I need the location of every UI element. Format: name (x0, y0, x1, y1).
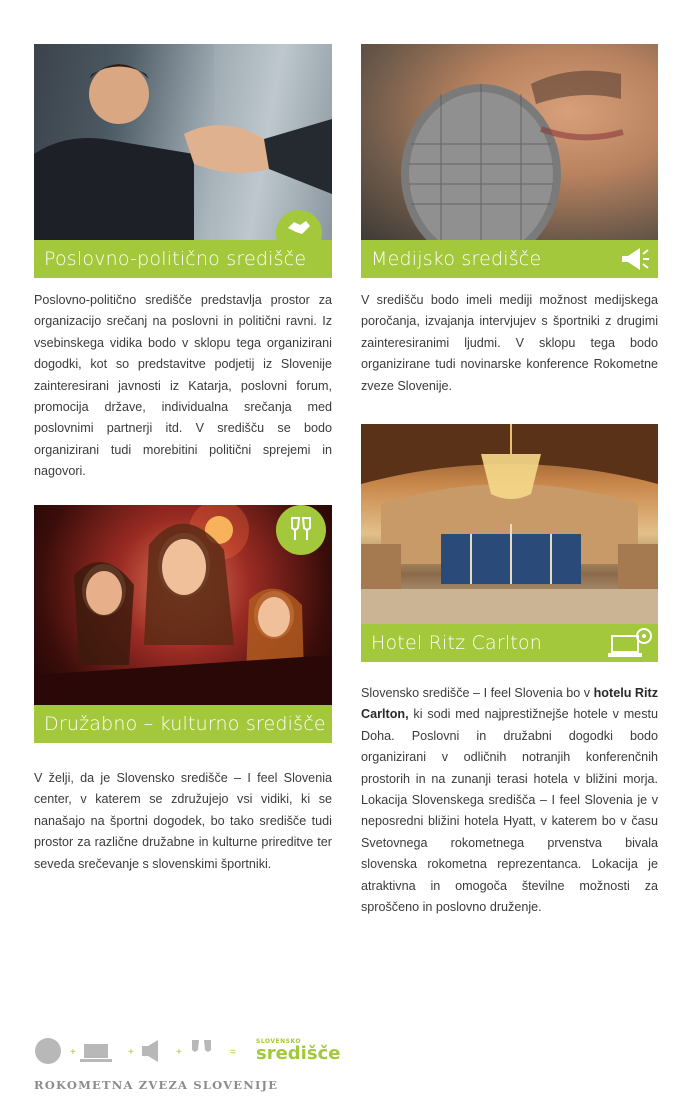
megaphone-icon (618, 244, 650, 274)
banner-social (34, 705, 332, 743)
social-text: V želji, da je Slovensko središče – I feel Slovenia center, v katerem se združujejo vsi vidiki, ki se nanašajo na športni dogodek, bo tako središče tudi prostor za različne družabne in kulturne prireditve ter seveda srečevanje s slovenskimi športniki. (34, 771, 332, 871)
business-text: Poslovno-politično središče predstavlja prostor za organizacijo srečanj na poslovni in politični ravni. Iz vsebinskega vidika bodo v sklopu tega organizirani dogodki, kot so predstavitve podjetij iz Slovenije zainteresirani javnosti iz Katarja, poslovni forum, promocija države, individualna srečanja med poslovnimi partnerji itd. V središču se bodo organizirani tudi morebitini politični sprejemi in nagovori. (34, 293, 332, 479)
hotel-text-before: Slovensko središče – I feel Slovenia bo v (361, 686, 594, 700)
hotel-text-after: ki sodi med najprestižnejše hotele v mestu Doha. Poslovni in družabni dogodki bodo organizirani v odličnih notranjih konferenčnih prostorih in na zunanji terasi hotela v bližini morja. Lokacija Slovenskega središča – I feel Slovenia je v neposredni bližini hotela Hyatt, v katerem bo v času Svetovnega rokometnega prvenstva bivala slovenska rokometna reprezentanca. Lokacija je atraktivna in omogoča številne možnosti za sproščeno in poslovno druženje. (361, 707, 658, 915)
business-title: Poslovno-politično središče (44, 248, 307, 270)
hotel-lobby-photo (361, 424, 658, 624)
media-text: V središču bodo imeli mediji možnost medijskega poročanja, izvajanja intervjujev s športniki z drugimi zainteresiranimi ljudmi. V sklopu tega bodo organizirane tudi novinarske konference Rokometne zveze Slovenije. (361, 293, 658, 393)
organization-name: ROKOMETNA ZVEZA SLOVENIJE (34, 1078, 279, 1092)
hotel-title: Hotel Ritz Carlton (371, 632, 543, 654)
equals-sign: = (230, 1047, 236, 1058)
banner-media (361, 240, 658, 278)
handshake-photo (34, 44, 332, 240)
microphone-photo (361, 44, 658, 240)
laptop-icon (608, 626, 652, 660)
handshake-icon (286, 216, 312, 238)
hotel-text (361, 683, 658, 918)
hotel-text-bold: hotelu Ritz Carlton, (361, 686, 658, 722)
plus-sign-2: + (128, 1047, 134, 1058)
banner-hotel (361, 624, 658, 662)
plus-sign-3: + (176, 1047, 182, 1058)
banner-business (34, 240, 332, 278)
social-title: Družabno – kulturno središče (44, 713, 326, 735)
toast-icon (286, 514, 316, 544)
media-title: Medijsko središče (371, 248, 542, 270)
plus-sign-1: + (70, 1047, 76, 1058)
logo-top-text: SLOVENSKO (256, 1038, 301, 1045)
sredisce-logo (256, 1038, 340, 1063)
logo-main-text: središče (256, 1043, 341, 1064)
